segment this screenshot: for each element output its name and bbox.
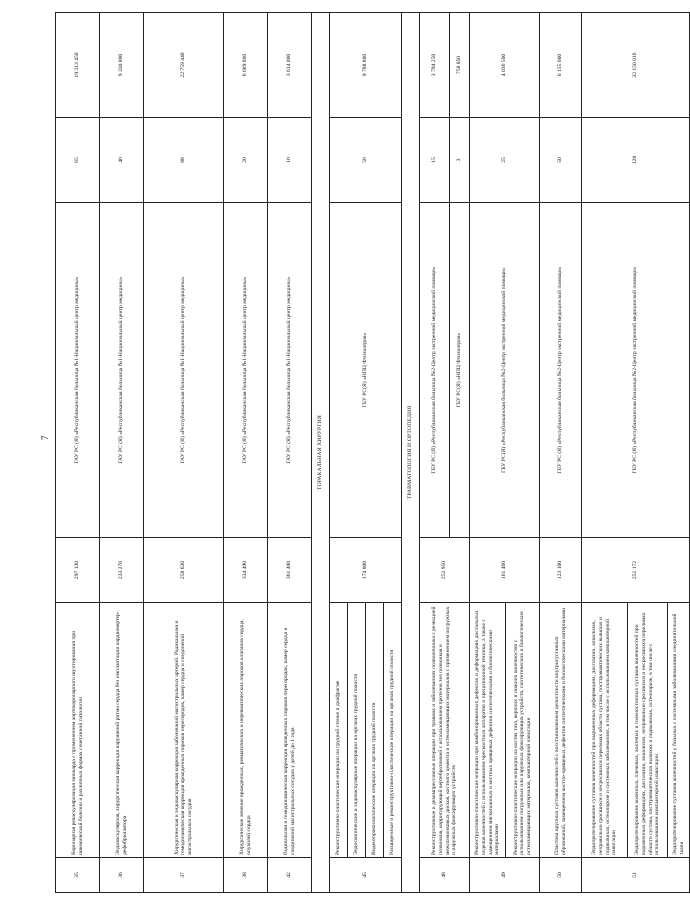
organization-cell: ГБУ РС(Я) «НПЦ Фтизиатрия» [450, 203, 470, 538]
service-description: Радикальная и гемодинамическая коррекция врожденных пороков перегородок, камер сердца и соединений магистральных сосудов у детей до 1 года [268, 603, 312, 858]
volume-cell: 25 [470, 118, 540, 203]
service-description: Реконструктивно-пластические операции на костях таза, верхних и нижних конечностях с использованием погружных или наружных фиксирующих устройств, синтетических и биологических остеозамещающих материалов, компьютерной навигации [506, 603, 540, 858]
sum-cell: 3 614 000 [268, 13, 312, 118]
price-cell: 361 400 [268, 538, 312, 603]
price-cell: 251 172 [582, 538, 690, 603]
volume-cell: 15 [420, 118, 450, 203]
price-cell: 123 100 [540, 538, 582, 603]
organization-cell: ГБУ РС (Я) «Республиканская больница №2-Центр экстренной медицинской помощи» [540, 203, 582, 538]
price-cell: 334 490 [224, 538, 268, 603]
service-description: Пластика крупных суставов конечностей с восстановлением целостности внутрисуставных образований, замещением костно-хрящевых дефектов синтетическими и биологическими материалами [540, 603, 582, 858]
row-number: 50 [540, 858, 582, 893]
organization-cell: ГАУ РС (Я) «Республиканская больница №1-Национальный центр медицины» [100, 203, 144, 538]
table-row [470, 13, 506, 893]
services-table [55, 12, 690, 893]
price-cell: 174 800 [330, 538, 402, 603]
section-title-trauma: ТРАВМАТОЛОГИЯ И ОРТОПЕДИЯ [402, 13, 420, 893]
table-row [540, 13, 582, 893]
table-row [420, 13, 450, 893]
service-description: Реконструктивные и декомпрессивные операции при травмах и заболеваниях позвоночника с резекцией позвонков, корригирующей вертебротомией с использованием протезов тел позвонков и межпозвонковых дисков, костного цемента и остеозамещающих материалов с применением погружных и наружных фиксирующих устройств [420, 603, 470, 858]
organization-cell: ГАУ РС (Я) «Республиканская больница №1-Национальный центр медицины» [144, 203, 224, 538]
service-description: Хирургическое лечение врожденных, ревматических и неревматических пороков клапанов сердца, опухолей сердца [224, 603, 268, 858]
volume-cell: 40 [100, 118, 144, 203]
row-number: 48 [420, 858, 470, 893]
service-description: Эндоваскулярная, хирургическая коррекция нарушений ритма сердца без имплантации кардиовертер-дефибриллятора [100, 603, 144, 858]
table-row [268, 13, 312, 893]
sum-cell: 6 689 800 [224, 13, 268, 118]
row-number: 49 [470, 858, 540, 893]
table-row [582, 13, 628, 893]
organization-cell: ГБУ РС(Я) «Республиканская больница №2-Центр экстренной медицинской помощи» [470, 203, 540, 538]
organization-cell: ГАУ РС (Я) «Республиканская больница №1-Национальный центр медицины» [224, 203, 268, 538]
service-description: Коронарная реваскуляризация миокарда с применением аортокоронарного шунтирования при ишемической болезни и различных формах сочетанной патологии [56, 603, 100, 858]
organization-cell: ГБУ РС(Я) «НПЦ Фтизиатрия» [330, 203, 402, 538]
volume-cell: 56 [330, 118, 402, 203]
sum-cell: 4 036 500 [470, 13, 540, 118]
price-cell: 161 460 [470, 538, 540, 603]
service-description: Реконструктивно-пластические операции на грудной стенке и диафрагме [330, 603, 348, 858]
rotated-table-container [55, 43, 685, 893]
table-row [330, 13, 348, 893]
sum-cell: 19 313 450 [56, 13, 100, 118]
price-cell: 233 270 [100, 538, 144, 603]
volume-cell: 50 [540, 118, 582, 203]
section-header-row [402, 13, 420, 893]
service-description: Эндопротезирование суставов конечностей у больных с системными заболеваниями соединительной ткани [668, 603, 690, 858]
volume-cell: 20 [224, 118, 268, 203]
organization-cell: ГАУ РС (Я) «Республиканская больница №1-Национальный центр медицины» [268, 203, 312, 538]
page-number: 7 [40, 435, 50, 440]
sum-cell: 6 155 000 [540, 13, 582, 118]
organization-cell: ГБУ РС (Я) «Республиканская больница №2-Центр экстренной медицинской помощи» [420, 203, 450, 538]
sum-cell: 3 794 250 [420, 13, 450, 118]
service-description: Эндоскопические и эндоваскулярные операции на органах грудной полости [348, 603, 366, 858]
table-row [56, 13, 100, 893]
service-description: Эндопротезирование суставов конечностей при выраженных деформациях, дисплазии, анкилозах, неправильно сросшихся и несросшихся переломах области сустава, посттравматических вывихах и подвывихах, остеопорозе и системных заболеваниях, в том числе с использованием компьютерной навигации [582, 603, 628, 858]
sum-cell: 9 788 800 [330, 13, 402, 118]
volume-cell: 88 [144, 118, 224, 203]
row-number: 36 [100, 858, 144, 893]
section-title-thoracic: ТОРАКАЛЬНАЯ ХИРУРГИЯ [312, 13, 330, 893]
service-description: Видеоторакоскопические операции на органах грудной полости [366, 603, 384, 858]
service-description: Хирургическая и эндоваскулярная коррекция заболеваний магистральных артерий. Радикальная и гемодинамическая коррекция врожденных пороков перегородок, камер сердца и соединений магистральных сосудов [144, 603, 224, 858]
organization-cell: ГАУ РС (Я) «Республиканская больница №1-Национальный центр медицины» [56, 203, 100, 538]
row-number: 42 [268, 858, 312, 893]
sum-cell: 22 759 440 [144, 13, 224, 118]
price-cell: 297 130 [56, 538, 100, 603]
row-number: 37 [144, 858, 224, 893]
row-number: 38 [224, 858, 268, 893]
service-description: Эндопротезирование коленных, плечевых, локтевых и голеностопных суставов конечностей при выраженных деформациях, дисплазии, анкилозах, неправильно сросшихся и несросшихся переломах области сустава, посттравматических вывихах и подвывихах, остеопорозе, в том числе с использованием компьютерной навигации [628, 603, 668, 858]
service-description: Реконструктивно-пластические операции при комбинированных дефектах и деформациях дистальных отделов конечностей с использованием чрескостных аппаратов и прецизионной техники, а также с замещением мягкотканных и костных хрящевых дефектов синтетическими и биологическими материалами [470, 603, 506, 858]
price-cell: 258 630 [144, 538, 224, 603]
sum-cell: 758 850 [450, 13, 470, 118]
volume-cell: 10 [268, 118, 312, 203]
volume-cell: 3 [450, 118, 470, 203]
section-header-row [312, 13, 330, 893]
row-number: 51 [582, 858, 690, 893]
row-number: 45 [330, 858, 402, 893]
table-row [144, 13, 224, 893]
volume-cell: 65 [56, 118, 100, 203]
price-cell: 252 950 [420, 538, 470, 603]
service-description: Расширенные и реконструктивно-пластические операции на органах грудной полости [384, 603, 402, 858]
table-row [224, 13, 268, 893]
volume-cell: 128 [582, 118, 690, 203]
table-row [100, 13, 144, 893]
organization-cell: ГБУ РС (Я) «Республиканская больница №2-Центр экстренной медицинской помощи» [582, 203, 690, 538]
sum-cell: 32 150 016 [582, 13, 690, 118]
sum-cell: 9 330 800 [100, 13, 144, 118]
row-number: 35 [56, 858, 100, 893]
